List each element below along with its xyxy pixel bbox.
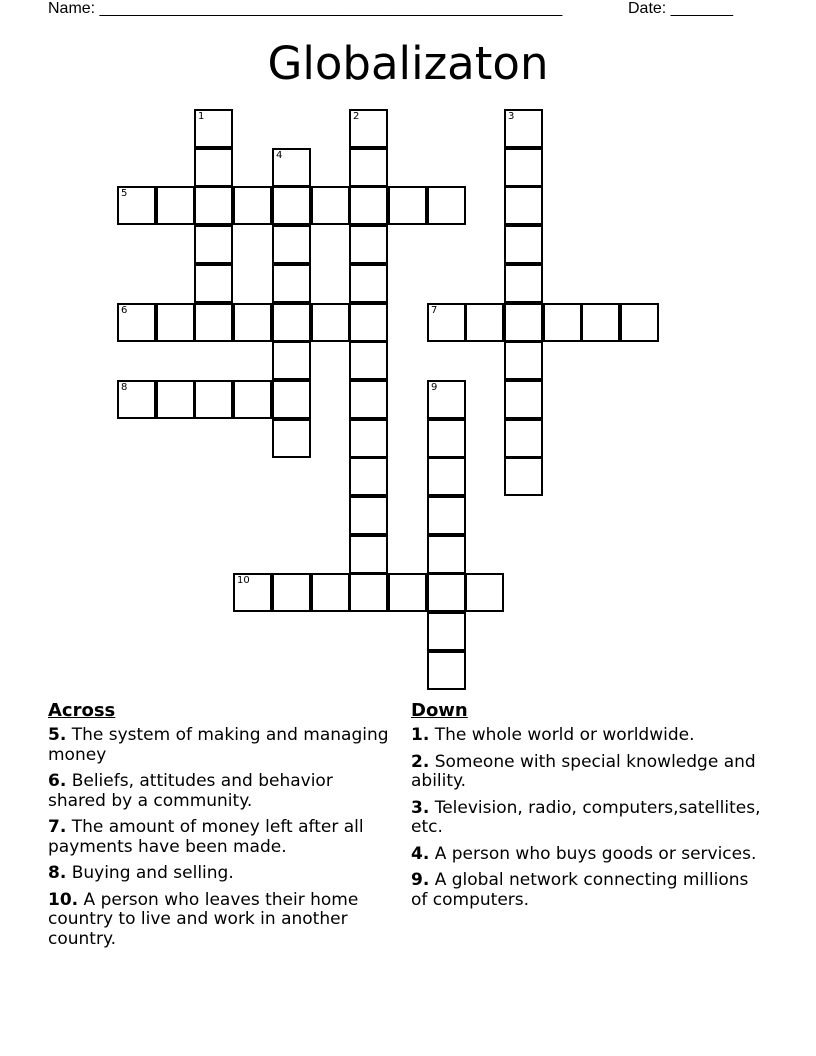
grid-cell[interactable] (194, 225, 233, 264)
grid-cell[interactable] (349, 186, 388, 225)
clue-number-label: 5 (121, 188, 128, 199)
clue-text: A person who buys goods or services. (434, 843, 757, 864)
clue-across-10 (48, 891, 393, 950)
grid-cell[interactable] (349, 496, 388, 535)
grid-cell[interactable] (349, 225, 388, 264)
grid-cell[interactable] (156, 380, 195, 419)
grid-cell[interactable] (272, 225, 311, 264)
grid-cell[interactable] (272, 303, 311, 342)
grid-cell[interactable] (504, 148, 543, 187)
grid-cell[interactable] (194, 148, 233, 187)
grid-cell[interactable] (349, 380, 388, 419)
down-heading: Down (411, 700, 468, 721)
clue-down-9 (411, 871, 761, 910)
clue-number-label: 10 (237, 575, 250, 586)
clue-text: The system of making and managing money (48, 725, 389, 765)
grid-cell[interactable] (349, 148, 388, 187)
clue-text: The whole world or worldwide. (434, 725, 695, 745)
grid-cell[interactable] (427, 419, 466, 458)
date-field-label[interactable]: Date: _______ (628, 0, 733, 17)
grid-cell[interactable] (194, 109, 233, 148)
grid-cell[interactable] (349, 457, 388, 496)
clue-down-1 (411, 726, 761, 746)
clue-text: The amount of money left after all payments have been made. (48, 817, 364, 857)
grid-cell[interactable] (427, 303, 466, 342)
across-heading: Across (48, 700, 116, 721)
grid-cell[interactable] (272, 148, 311, 187)
clue-number: 9. (411, 870, 430, 890)
clue-number: 10. (48, 889, 79, 910)
grid-cell[interactable] (349, 419, 388, 458)
clue-number: 3. (411, 797, 430, 818)
clue-number: 8. (48, 863, 67, 883)
clue-down-4 (411, 845, 761, 865)
clue-across-6 (48, 772, 393, 811)
grid-cell[interactable] (543, 303, 582, 342)
clue-number: 6. (48, 771, 67, 791)
clue-text: Someone with special knowledge and ability. (411, 751, 756, 791)
clue-across-8 (48, 864, 393, 884)
clue-number: 4. (411, 843, 430, 864)
grid-cell[interactable] (427, 186, 466, 225)
grid-cell[interactable] (194, 303, 233, 342)
grid-cell[interactable] (427, 612, 466, 651)
grid-cell[interactable] (117, 303, 156, 342)
grid-cell[interactable] (427, 496, 466, 535)
clue-number: 1. (411, 725, 430, 745)
grid-cell[interactable] (349, 573, 388, 612)
grid-cell[interactable] (272, 341, 311, 380)
clue-text: Buying and selling. (71, 863, 234, 883)
grid-cell[interactable] (504, 380, 543, 419)
clue-number-label: 3 (508, 111, 515, 122)
clue-text: Television, radio, computers,satellites, etc. (411, 797, 761, 837)
clue-number-label: 1 (198, 111, 205, 122)
grid-cell[interactable] (427, 457, 466, 496)
grid-cell[interactable] (156, 303, 195, 342)
grid-cell[interactable] (311, 303, 350, 342)
clue-across-7 (48, 818, 393, 857)
grid-cell[interactable] (427, 380, 466, 419)
grid-cell[interactable] (504, 457, 543, 496)
grid-cell[interactable] (504, 341, 543, 380)
clue-number-label: 9 (431, 382, 438, 393)
grid-cell[interactable] (465, 573, 504, 612)
grid-cell[interactable] (349, 341, 388, 380)
grid-cell[interactable] (233, 380, 272, 419)
grid-cell[interactable] (427, 651, 466, 690)
clue-number: 7. (48, 817, 67, 837)
grid-cell[interactable] (233, 573, 272, 612)
clue-number-label: 2 (353, 111, 360, 122)
grid-cell[interactable] (388, 573, 427, 612)
grid-cell[interactable] (272, 419, 311, 458)
grid-cell[interactable] (194, 186, 233, 225)
name-field-label[interactable]: Name: ____________________________________________________ (48, 0, 563, 17)
grid-cell[interactable] (620, 303, 659, 342)
clue-number: 5. (48, 725, 67, 745)
clue-number-label: 4 (276, 150, 283, 161)
grid-cell[interactable] (349, 264, 388, 303)
grid-cell[interactable] (117, 186, 156, 225)
grid-cell[interactable] (194, 380, 233, 419)
clue-number-label: 6 (121, 305, 128, 316)
grid-cell[interactable] (194, 264, 233, 303)
clue-down-2 (411, 753, 761, 792)
across-clues (48, 700, 393, 956)
clue-text: A person who leaves their home country to live and work in another country. (48, 889, 359, 949)
grid-cell[interactable] (272, 573, 311, 612)
grid-cell[interactable] (233, 186, 272, 225)
down-clues (411, 700, 761, 917)
grid-cell[interactable] (233, 303, 272, 342)
grid-cell[interactable] (349, 303, 388, 342)
grid-cell[interactable] (581, 303, 620, 342)
grid-cell[interactable] (427, 535, 466, 574)
grid-cell[interactable] (504, 419, 543, 458)
grid-cell[interactable] (272, 264, 311, 303)
grid-cell[interactable] (504, 109, 543, 148)
grid-cell[interactable] (349, 535, 388, 574)
grid-cell[interactable] (504, 186, 543, 225)
grid-cell[interactable] (388, 186, 427, 225)
clue-across-5 (48, 726, 393, 765)
grid-cell[interactable] (272, 186, 311, 225)
grid-cell[interactable] (427, 573, 466, 612)
grid-cell[interactable] (117, 380, 156, 419)
grid-cell[interactable] (504, 225, 543, 264)
grid-cell[interactable] (349, 109, 388, 148)
grid-cell[interactable] (504, 264, 543, 303)
grid-cell[interactable] (504, 303, 543, 342)
clue-number: 2. (411, 751, 430, 772)
clue-down-3 (411, 799, 761, 838)
clue-number-label: 7 (431, 305, 438, 316)
clue-text: Beliefs, attitudes and behavior shared by a community. (48, 771, 333, 811)
grid-cell[interactable] (311, 186, 350, 225)
page-title: Globalizaton (267, 37, 549, 90)
grid-cell[interactable] (272, 380, 311, 419)
grid-cell[interactable] (311, 573, 350, 612)
clue-number-label: 8 (121, 382, 128, 393)
grid-cell[interactable] (465, 303, 504, 342)
clue-text: A global network connecting millions of computers. (411, 870, 749, 910)
grid-cell[interactable] (156, 186, 195, 225)
